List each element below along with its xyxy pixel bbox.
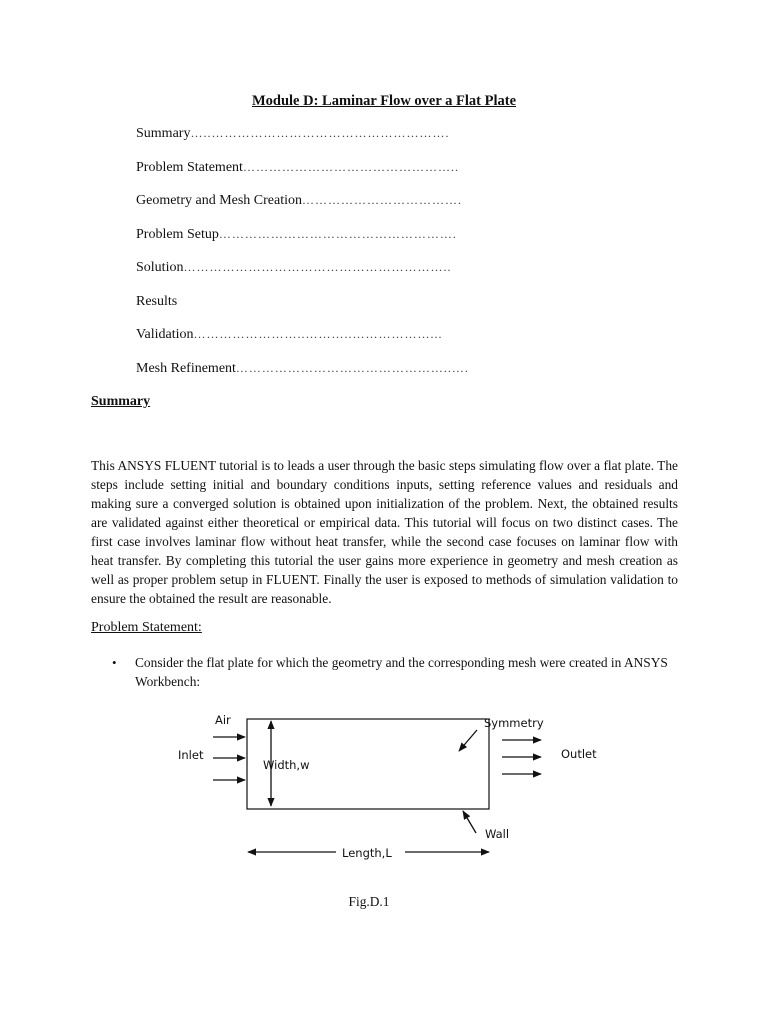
- bullet-list: [112, 653, 672, 691]
- toc-item-summary[interactable]: [136, 126, 496, 160]
- bullet-text: Consider the flat plate for which the geometry and the corresponding mesh were created in ANSYS Workbench:: [135, 655, 668, 689]
- toc-item-label: Geometry and Mesh Creation: [136, 193, 303, 208]
- wall-pointer-arrow-icon: [463, 811, 476, 833]
- toc-leader: ……………………………………………….: [218, 226, 457, 241]
- problem-statement-heading: Problem Statement:: [91, 620, 202, 635]
- toc-item-label: Validation: [136, 327, 194, 342]
- toc-item-label: Solution: [136, 260, 184, 275]
- outlet-label: Outlet: [561, 747, 597, 761]
- figure-caption: Fig.D.1: [348, 894, 390, 909]
- summary-paragraph: This ANSYS FLUENT tutorial is to leads a user through the basic steps simulating flow over a flat plate. The steps include setting initial and boundary conditions inputs, setting reference values and residuals and making sure a converged solution is obtained upon initialization of the problem. Next, the obtained results are validated against either theoretical or empirical data. This tutorial will focus on two distinct cases. The first case involves laminar flow without heat transfer, while the second case focuses on laminar flow with heat transfer. By completing this tutorial the user gains more experience in geometry and mesh creation as well as proper problem setup in FLUENT. Finally the user is exposed to methods of simulation validation to ensure the obtained the result are reasonable.: [91, 458, 678, 606]
- symmetry-pointer-arrow-icon: [459, 730, 477, 751]
- toc-leader: …………………………………………..….: [235, 360, 469, 375]
- toc-item-results[interactable]: [136, 294, 496, 328]
- inlet-label: Inlet: [178, 748, 204, 762]
- flat-plate-diagram: [0, 700, 768, 870]
- toc-item-validation[interactable]: [136, 327, 496, 361]
- toc-leader: ……………………………………………………..: [183, 260, 452, 274]
- toc-item-label: Problem Statement: [136, 159, 243, 175]
- page-title: Module D: Laminar Flow over a Flat Plate: [251, 93, 517, 109]
- toc-item-label: Problem Setup: [136, 226, 219, 242]
- air-label: Air: [215, 713, 231, 727]
- symmetry-label: Symmetry: [484, 716, 544, 730]
- toc-item-label: Results: [136, 293, 178, 309]
- bullet-icon: •: [112, 655, 117, 670]
- toc-item-geometry-mesh[interactable]: [136, 193, 496, 227]
- toc-leader: …………………………………………..: [242, 159, 459, 174]
- length-label: Length,L: [342, 846, 392, 860]
- toc-leader: ……………………..………..………………...: [193, 327, 443, 341]
- toc-item-problem-statement[interactable]: [136, 160, 496, 194]
- table-of-contents: [136, 126, 496, 394]
- toc-item-label: Summary: [136, 126, 191, 141]
- summary-heading: Summary: [91, 394, 151, 409]
- toc-item-problem-setup[interactable]: [136, 227, 496, 261]
- list-item: [112, 653, 672, 691]
- width-label: Width,w: [263, 758, 310, 772]
- toc-leader: ……………………………….: [302, 193, 463, 207]
- toc-item-mesh-refinement[interactable]: [136, 361, 496, 395]
- toc-item-solution[interactable]: [136, 260, 496, 294]
- wall-label: Wall: [485, 827, 510, 841]
- toc-item-label: Mesh Refinement: [136, 360, 236, 376]
- toc-leader: …..……………………………………………….: [190, 126, 450, 140]
